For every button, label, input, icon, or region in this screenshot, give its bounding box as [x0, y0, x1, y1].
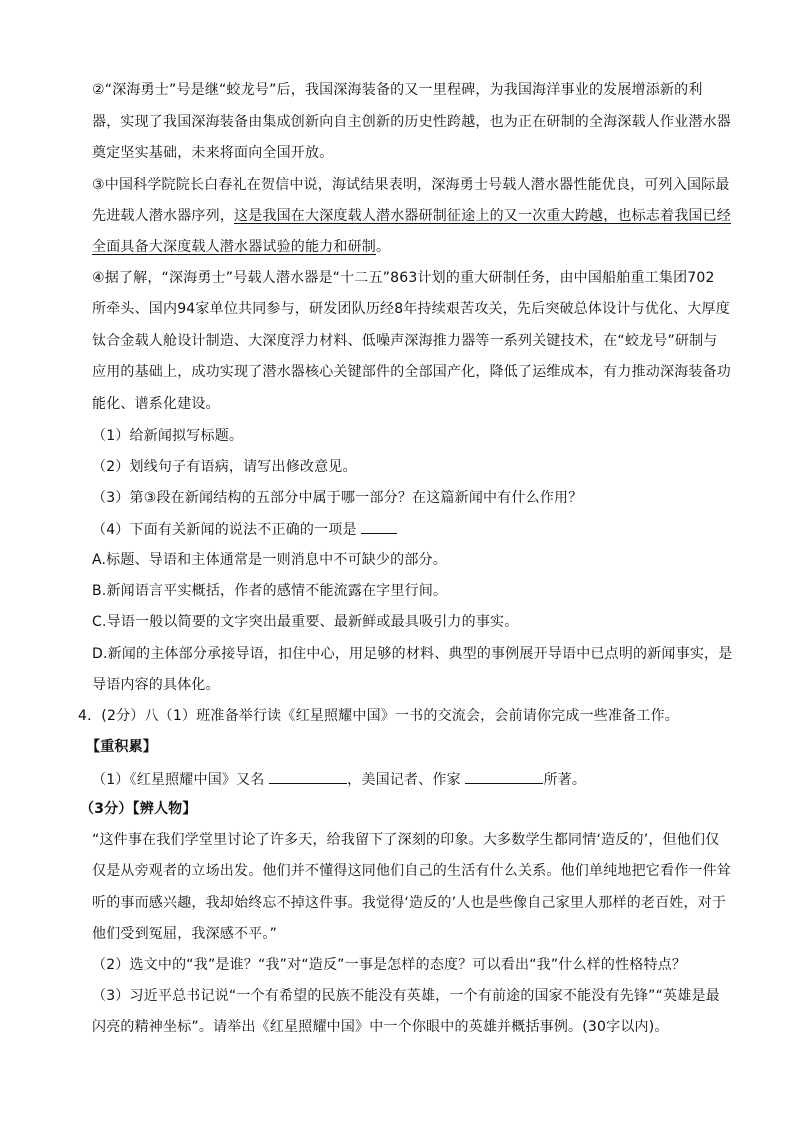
underlined-sentence-part2: 全面具备大深度载人潜水器试验的能力和研制	[92, 239, 376, 255]
item-1-text-b: ，美国记者、作家	[347, 772, 461, 788]
sub-question-3: （3）第③段在新闻结构的五部分中属于哪一部分？在这篇新闻中有什么作用？	[92, 490, 583, 506]
question-4-stem: 4．(2分）八（1）班准备举行读《红星照耀中国》一书的交流会，会前请你完成一些准备工作。	[78, 708, 679, 724]
para2-line1: ②“深海勇士”号是继“蛟龙号”后，我国深海装备的又一里程碑，为我国海洋事业的发展增添新的利	[92, 82, 703, 98]
sub-question-4-text: （4）下面有关新闻的说法不正确的一项是	[92, 522, 357, 538]
para3-line1: ③中国科学院院长白春礼在贺信中说，海试结果表明，深海勇士号载人潜水器性能优良，可列入国际最	[92, 177, 730, 193]
underlined-sentence-part1: 这是我国在大深度载人潜水器研制征途上的又一次重大跨越，也标志着我国已经	[234, 208, 731, 224]
quote-line4: 他们受到冤屈，我深感不平。”	[92, 926, 278, 942]
para4-line3: 钛合金载人舱设计制造、大深度浮力材料、低噪声深海推力器等一系列关键技术，在“蛟龙号”研制与	[92, 333, 718, 349]
sub-question-4	[92, 519, 397, 540]
item-3-line2: 闪亮的精神坐标”。请举出《红星照耀中国》中一个你眼中的英雄并概括事例。(30字以内)。	[92, 1019, 669, 1035]
item-1-text-c: 所著。	[543, 772, 587, 788]
para3-line2	[92, 206, 731, 226]
blank-author[interactable]	[465, 769, 543, 784]
item-1-text-a: （1）《红星照耀中国》又名	[92, 772, 265, 788]
para3-line2-plain: 先进载人潜水器序列，	[92, 208, 234, 224]
para4-line4: 应用的基础上，成功实现了潜水器核心关键部件的全部国产化，降低了运维成本，有力推动深海装备功	[92, 364, 731, 380]
blank-alternate-title[interactable]	[269, 769, 347, 784]
para4-line2: 所牵头、国内94家单位共同参与，研发团队历经8年持续艰苦攻关，先后突破总体设计与优化、大厚度	[92, 301, 730, 317]
para4-line5: 能化、谱系化建设。	[92, 396, 220, 412]
item-1	[92, 769, 586, 790]
answer-blank[interactable]	[361, 519, 397, 534]
quote-line3: 听的事而感兴趣，我却始终忘不掉这件事。我觉得‘造反的’人也是些像自己家里人那样的老百姓，对于	[92, 895, 727, 911]
para2-line2: 器，实现了我国深海装备由集成创新向自主创新的历史性跨越，也为正在研制的全海深载人作业潜水器	[92, 114, 731, 130]
option-c: C.导语一般以简要的文字突出最重要、最新鲜或最具吸引力的事实。	[92, 614, 519, 630]
quote-line2: 仅是从旁观者的立场出发。他们并不懂得这同他们自己的生活有什么关系。他们单纯地把它看作一件耸	[92, 863, 731, 879]
para3-line3-end: 。	[376, 239, 391, 255]
option-a: A.标题、导语和主体通常是一则消息中不可缺少的部分。	[92, 552, 447, 568]
section-heading-identify-character: （3分）【辨人物】	[80, 801, 197, 817]
para2-line3: 奠定坚实基础，未来将面向全国开放。	[92, 145, 334, 161]
option-d-line2: 导语内容的具体化。	[92, 677, 220, 693]
option-d-line1: D.新闻的主体部分承接导语，扣住中心，用足够的材料、典型的事例展开导语中已点明的新闻事实，是	[92, 646, 733, 662]
option-b: B.新闻语言平实概括，作者的感情不能流露在字里行间。	[92, 583, 448, 599]
sub-question-1: （1）给新闻拟写标题。	[92, 428, 244, 444]
para4-line1: ④据了解，“深海勇士”号载人潜水器是“十二五”863计划的重大研制任务，由中国船舶重工集团702	[92, 270, 715, 286]
sub-question-2: （2）划线句子有语病，请写出修改意见。	[92, 459, 357, 475]
item-2: （2）选文中的“我”是谁？“我”对“造反”一事是怎样的态度？可以看出“我”什么样的性格特点？	[92, 957, 687, 973]
item-3-line1: （3）习近平总书记说“一个有希望的民族不能没有英雄，一个有前途的国家不能没有先锋”“英雄是最	[92, 988, 720, 1004]
para3-line3	[92, 237, 390, 257]
quote-line1: “这件事在我们学堂里讨论了许多天，给我留下了深刻的印象。大多数学生都同情‘造反的’，但他们仅	[92, 832, 720, 848]
section-heading-accumulate: 【重积累】	[86, 739, 157, 755]
